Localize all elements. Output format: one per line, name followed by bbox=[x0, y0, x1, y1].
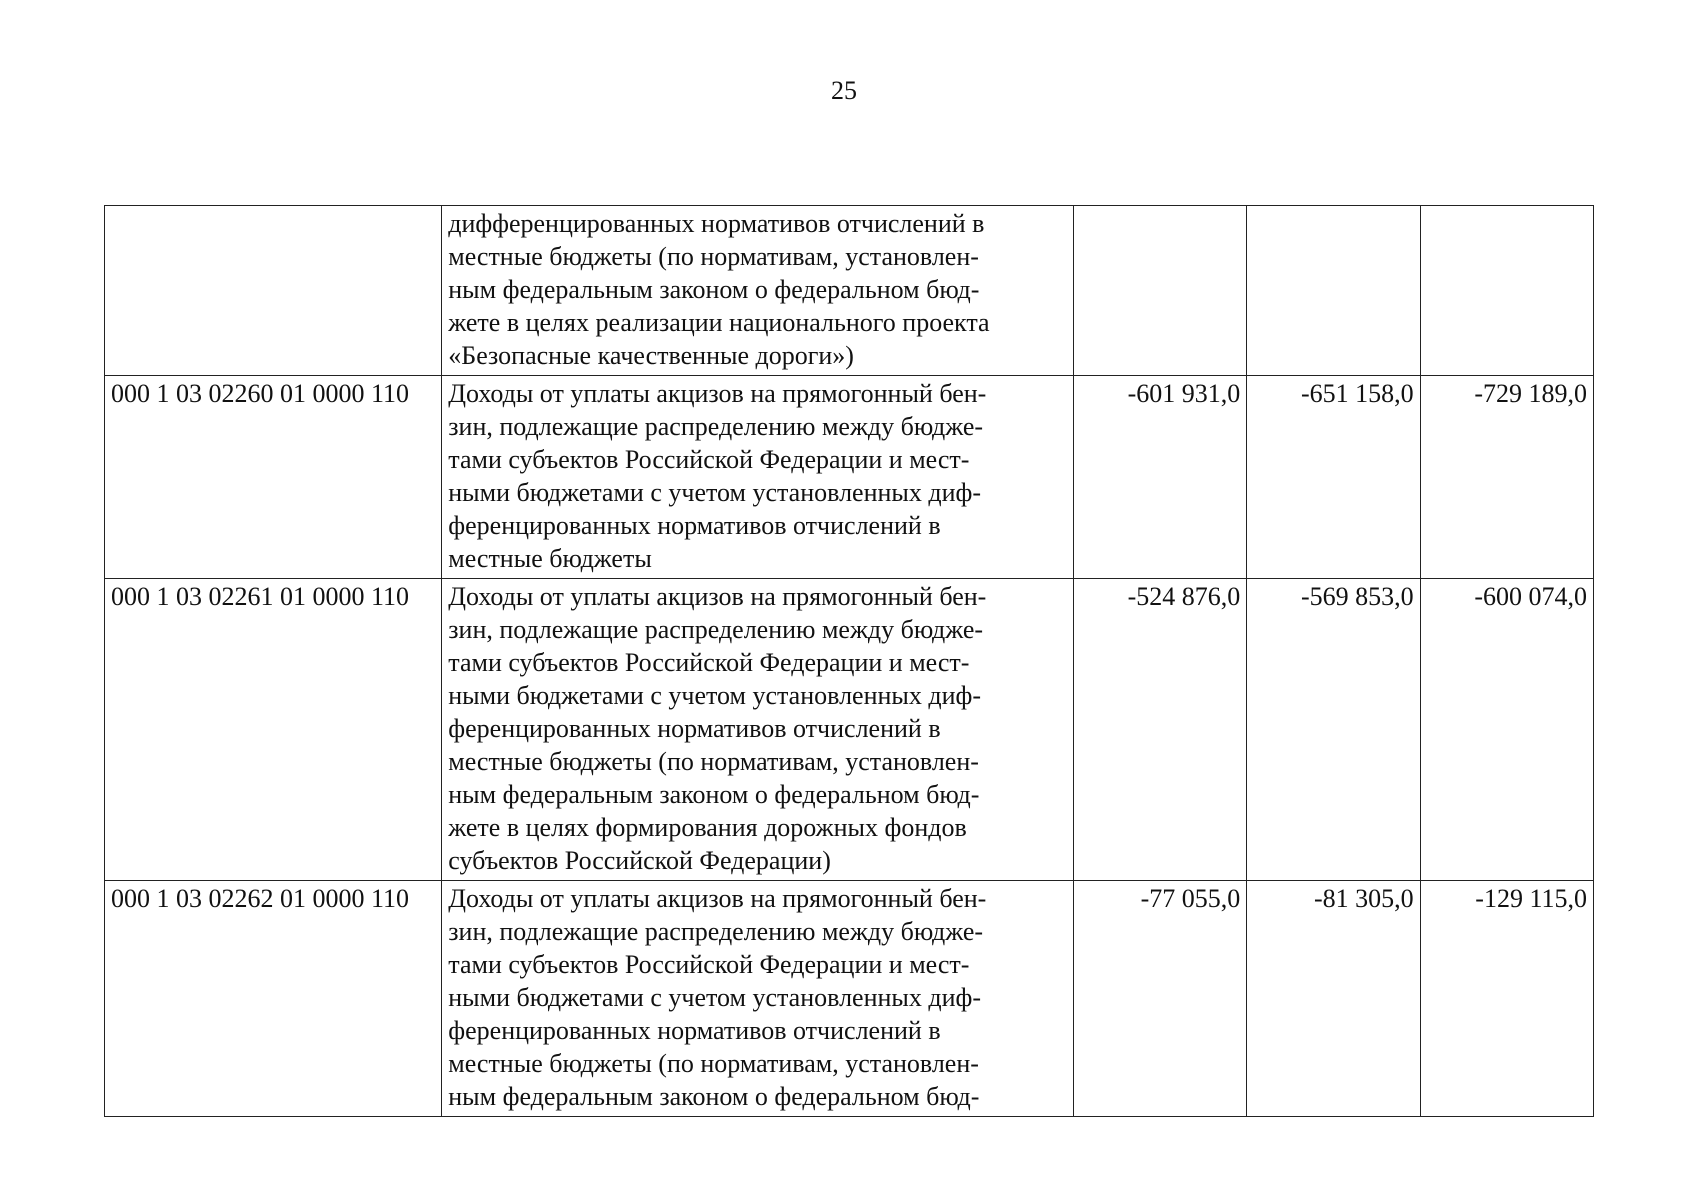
table-row bbox=[105, 579, 1594, 881]
revenue-code: 000 1 03 02261 01 0000 110 bbox=[105, 579, 442, 881]
revenue-code: 000 1 03 02260 01 0000 110 bbox=[105, 376, 442, 579]
amount-year-2: -569 853,0 bbox=[1247, 579, 1420, 881]
amount-year-2 bbox=[1247, 206, 1420, 376]
revenue-name: дифференцированных нормативов отчислений в местные бюджеты (по нормативам, установлен- ным федеральным законом о федеральном бюд- жете в целях реализации национального проекта «Безопасные качественные дороги») bbox=[442, 206, 1074, 376]
amount-year-3 bbox=[1420, 206, 1593, 376]
table-row bbox=[105, 206, 1594, 376]
amount-year-1: -77 055,0 bbox=[1073, 881, 1246, 1117]
amount-year-3: -729 189,0 bbox=[1420, 376, 1593, 579]
amount-year-2: -81 305,0 bbox=[1247, 881, 1420, 1117]
amount-year-3: -129 115,0 bbox=[1420, 881, 1593, 1117]
amount-year-2: -651 158,0 bbox=[1247, 376, 1420, 579]
amount-year-3: -600 074,0 bbox=[1420, 579, 1593, 881]
amount-year-1: -524 876,0 bbox=[1073, 579, 1246, 881]
page-number: 25 bbox=[831, 76, 857, 105]
amount-year-1 bbox=[1073, 206, 1246, 376]
revenue-code: 000 1 03 02262 01 0000 110 bbox=[105, 881, 442, 1117]
revenue-name: Доходы от уплаты акцизов на прямогонный бен- зин, подлежащие распределению между бюдже- тами субъектов Российской Федерации и мест- ными бюджетами с учетом установленных диф- ференцированных нормативов отчислений в местные бюджеты (по нормативам, установлен- ным федеральным законом о федеральном бюд- bbox=[442, 881, 1074, 1117]
table-row bbox=[105, 881, 1594, 1117]
amount-year-1: -601 931,0 bbox=[1073, 376, 1246, 579]
table-row bbox=[105, 376, 1594, 579]
revenue-name: Доходы от уплаты акцизов на прямогонный бен- зин, подлежащие распределению между бюдже- тами субъектов Российской Федерации и мест- ными бюджетами с учетом установленных диф- ференцированных нормативов отчислений в местные бюджеты bbox=[442, 376, 1074, 579]
revenue-code bbox=[105, 206, 442, 376]
revenue-name: Доходы от уплаты акцизов на прямогонный бен- зин, подлежащие распределению между бюдже- тами субъектов Российской Федерации и мест- ными бюджетами с учетом установленных диф- ференцированных нормативов отчислений в местные бюджеты (по нормативам, установлен- ным федеральным законом о федеральном бюд- жете в целях формирования дорожных фондов субъектов Российской Федерации) bbox=[442, 579, 1074, 881]
budget-revenue-table bbox=[104, 205, 1594, 1117]
